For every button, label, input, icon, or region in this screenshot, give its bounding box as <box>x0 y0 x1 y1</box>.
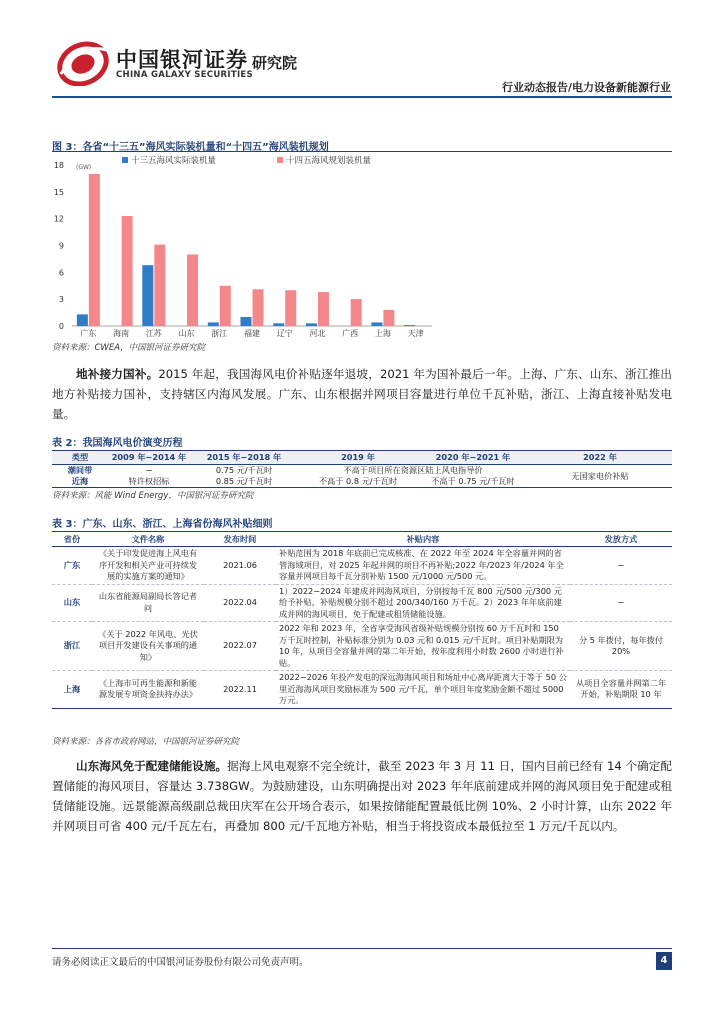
paragraph-storage <box>52 756 672 836</box>
galaxy-logo-icon <box>57 40 109 86</box>
x-tick-label: 天津 <box>407 329 424 338</box>
table-cell: 广东 <box>52 547 92 585</box>
x-tick-label: 辽宁 <box>276 329 293 338</box>
institute-label: 研究院 <box>252 54 298 72</box>
table-header: 2009 年−2014 年 <box>108 451 190 465</box>
figure-title: 图 3：各省“十三五”海风实际装机量和“十四五”海风装机规划 <box>52 142 329 153</box>
header-divider <box>52 96 672 98</box>
table-cell: 特许权招标 <box>108 476 190 488</box>
x-tick-label: 浙江 <box>211 329 228 338</box>
bar <box>273 323 284 326</box>
table-cell: 不高于项目所在资源区陆上风电指导价 <box>343 465 483 475</box>
bar <box>154 245 165 326</box>
bar <box>241 317 252 326</box>
x-tick-label: 河北 <box>309 329 326 338</box>
paragraph-lead: 地补接力国补。 <box>76 367 159 381</box>
x-tick-label: 广东 <box>80 329 97 338</box>
table-cell: 近海 <box>52 476 108 488</box>
bar <box>371 322 382 326</box>
bar <box>122 216 133 326</box>
footer-divider <box>52 948 672 949</box>
table-cell: 《关于印发促进海上风电有序开发和相关产业可持续发展的实施方案的通知》 <box>92 547 204 585</box>
y-tick-label: 9 <box>58 241 64 251</box>
bar <box>404 325 415 326</box>
x-tick-label: 广西 <box>342 329 359 338</box>
table-cell: 2022.07 <box>204 622 276 671</box>
table-cell: 上海 <box>52 671 92 709</box>
table-cell: 《上海市可再生能源和新能源发展专项资金扶持办法》 <box>92 671 204 709</box>
paragraph-subsidy <box>52 364 672 424</box>
table-header: 省份 <box>52 532 92 547</box>
y-axis-label: (GW) <box>76 164 92 171</box>
bar <box>89 174 100 326</box>
legend-label: 十三五海风实际装机量 <box>131 156 217 166</box>
x-tick-label: 江苏 <box>145 329 162 338</box>
legend-swatch <box>122 157 128 163</box>
table3-source: 资料来源：各省市政府网站，中国银河证券研究院 <box>52 737 240 747</box>
table-cell: 不高于 0.8 元/千瓦时 <box>298 476 418 488</box>
disclaimer-notice: 请务必阅读正文最后的中国银河证券股份有限公司免责声明。 <box>52 957 309 968</box>
figure-divider <box>52 151 672 152</box>
table-cell: 《关于 2022 年风电、光伏项目开发建设有关事项的通知》 <box>92 622 204 671</box>
table-cell: 1）2022−2024 年建成并网海风项目，分别按每千瓦 800 元/500 元/300 元给予补贴，补贴规模分别不超过 200/340/160 万千瓦。2）2023 年年底前建成并网的海风项目，免于配建或租赁储能设施。 <box>276 584 570 622</box>
table-header: 发布时间 <box>204 532 276 547</box>
x-tick-label: 上海 <box>374 329 391 338</box>
bar <box>77 314 88 326</box>
table-cell: 2021.06 <box>204 547 276 585</box>
figure-source: 资料来源：CWEA，中国银河证券研究院 <box>52 343 206 353</box>
brand-name-cn: 中国银河证券 <box>116 48 248 72</box>
table-row <box>52 584 672 622</box>
table-header: 文件名称 <box>92 532 204 547</box>
table2-source: 资料来源：风能 Wind Energy，中国银河证券研究院 <box>52 491 254 501</box>
table-row <box>52 671 672 709</box>
table-cell: 0.85 元/千瓦时 <box>190 476 298 488</box>
paragraph-text: 据海上风电观察不完全统计，截至 2023 年 3 月 11 日，国内目前已经有 14 个确定配置储能的海风项目，容量达 3.738GW。为鼓励建设，山东明确提出对 2023 年年底前建成并网的海风项目免于配建或租赁储能设施。远景能源高级副总裁田庆军在公开场合表示，如果按储能配置最低比例 10%、2 小时计算，山东 2022 年并网项目可省 400 元/千瓦左右，再叠加 800 元/千瓦地方补贴，相当于将投资成本最低拉至 1 万元/千瓦以内。 <box>52 759 672 833</box>
table-cell: 0.75 元/千瓦时 <box>215 465 273 475</box>
y-tick-label: 6 <box>58 268 64 278</box>
bar <box>318 292 329 326</box>
table-header: 2019 年 <box>298 451 418 465</box>
table-cell: − <box>145 465 153 475</box>
table-cell: 从项目全容量并网第二年开始，补贴期限 10 年 <box>570 671 672 709</box>
legend-swatch <box>277 157 283 163</box>
table-cell: 山东 <box>52 584 92 622</box>
table-cell: − <box>570 584 672 622</box>
table-row <box>52 622 672 671</box>
table-cell: 山东省能源局副局长答记者问 <box>92 584 204 622</box>
report-type: 行业动态报告/电力设备新能源行业 <box>501 81 671 94</box>
y-tick-label: 3 <box>58 295 64 305</box>
table2-title: 表 2：我国海风电价演变历程 <box>52 438 183 449</box>
x-tick-label: 山东 <box>178 329 195 338</box>
bar <box>220 286 231 326</box>
table3-title: 表 3：广东、山东、浙江、上海省份海风补贴细则 <box>52 519 273 530</box>
bar-chart <box>52 153 672 341</box>
paragraph-text: 2015 年起，我国海风电价补贴逐年退坡，2021 年为国补最后一年。上海、广东、山东、浙江推出地方补贴接力国补，支持辖区内海风发展。广东、山东根据并网项目容量进行单位千瓦补贴，浙江、上海直接补贴发电量。 <box>52 367 672 421</box>
table-cell: 2022.04 <box>204 584 276 622</box>
bar <box>306 323 317 326</box>
table-header: 2015 年−2018 年 <box>190 451 298 465</box>
table-cell: 补贴范围为 2018 年底前已完成核准、在 2022 年至 2024 年全容量并网的省管海域项目，对 2025 年起并网的项目不再补贴;2022 年/2023 年/2024 年全容量并网项目每千瓦分别补贴 1500 元/1000 元/500 元。 <box>276 547 570 585</box>
legend-label: 十四五海风规划装机量 <box>286 156 372 166</box>
bar <box>253 289 264 326</box>
y-tick-label: 15 <box>53 187 64 197</box>
table-cell: 无国家电价补贴 <box>528 465 672 488</box>
subsidy-rules-table <box>52 531 672 709</box>
page-number: 4 <box>656 952 672 970</box>
price-history-table <box>52 450 672 488</box>
table-cell: 2022−2026 年投产发电的深远海海风项目和场址中心离岸距离大于等于 50 公里近海海风项目奖励标准为 500 元/千瓦，单个项目年度奖励金额不超过 5000 万元。 <box>276 671 570 709</box>
bar <box>208 322 219 326</box>
x-tick-label: 海南 <box>113 329 130 338</box>
bar <box>187 254 198 326</box>
bar <box>383 310 394 326</box>
table-cell: 不高于 0.75 元/千瓦时 <box>418 476 528 488</box>
bar <box>285 290 296 326</box>
table-cell: 浙江 <box>52 622 92 671</box>
table-cell: − <box>570 547 672 585</box>
table-header: 2020 年−2021 年 <box>418 451 528 465</box>
table-header: 2022 年 <box>528 451 672 465</box>
table-header: 发放方式 <box>570 532 672 547</box>
table-header: 类型 <box>52 451 108 465</box>
y-tick-label: 18 <box>53 161 64 170</box>
bar <box>142 265 153 326</box>
table-row <box>52 465 672 477</box>
table-cell: 2022 年和 2023 年，全省享受海风省级补贴规模分别按 60 万千瓦时和 150 万千瓦时控制，补贴标准分别为 0.03 元和 0.015 元/千瓦时。项目补贴期限为 10 年，从项目全容量并网的第二年开始，按年度利用小时数 2600 小时进行补贴。 <box>276 622 570 671</box>
table-cell: 2022.11 <box>204 671 276 709</box>
brand-name-en: CHINA GALAXY SECURITIES <box>116 70 253 80</box>
table-cell: 分 5 年拨付，每年拨付 20% <box>570 622 672 671</box>
table-cell: 潮间带 <box>67 465 93 475</box>
y-tick-label: 12 <box>53 214 64 224</box>
table-header: 补贴内容 <box>276 532 570 547</box>
paragraph-lead: 山东海风免于配建储能设施。 <box>76 759 228 773</box>
y-tick-label: 0 <box>58 322 64 331</box>
bar <box>351 299 362 326</box>
table-row <box>52 547 672 585</box>
x-tick-label: 福建 <box>244 329 260 338</box>
